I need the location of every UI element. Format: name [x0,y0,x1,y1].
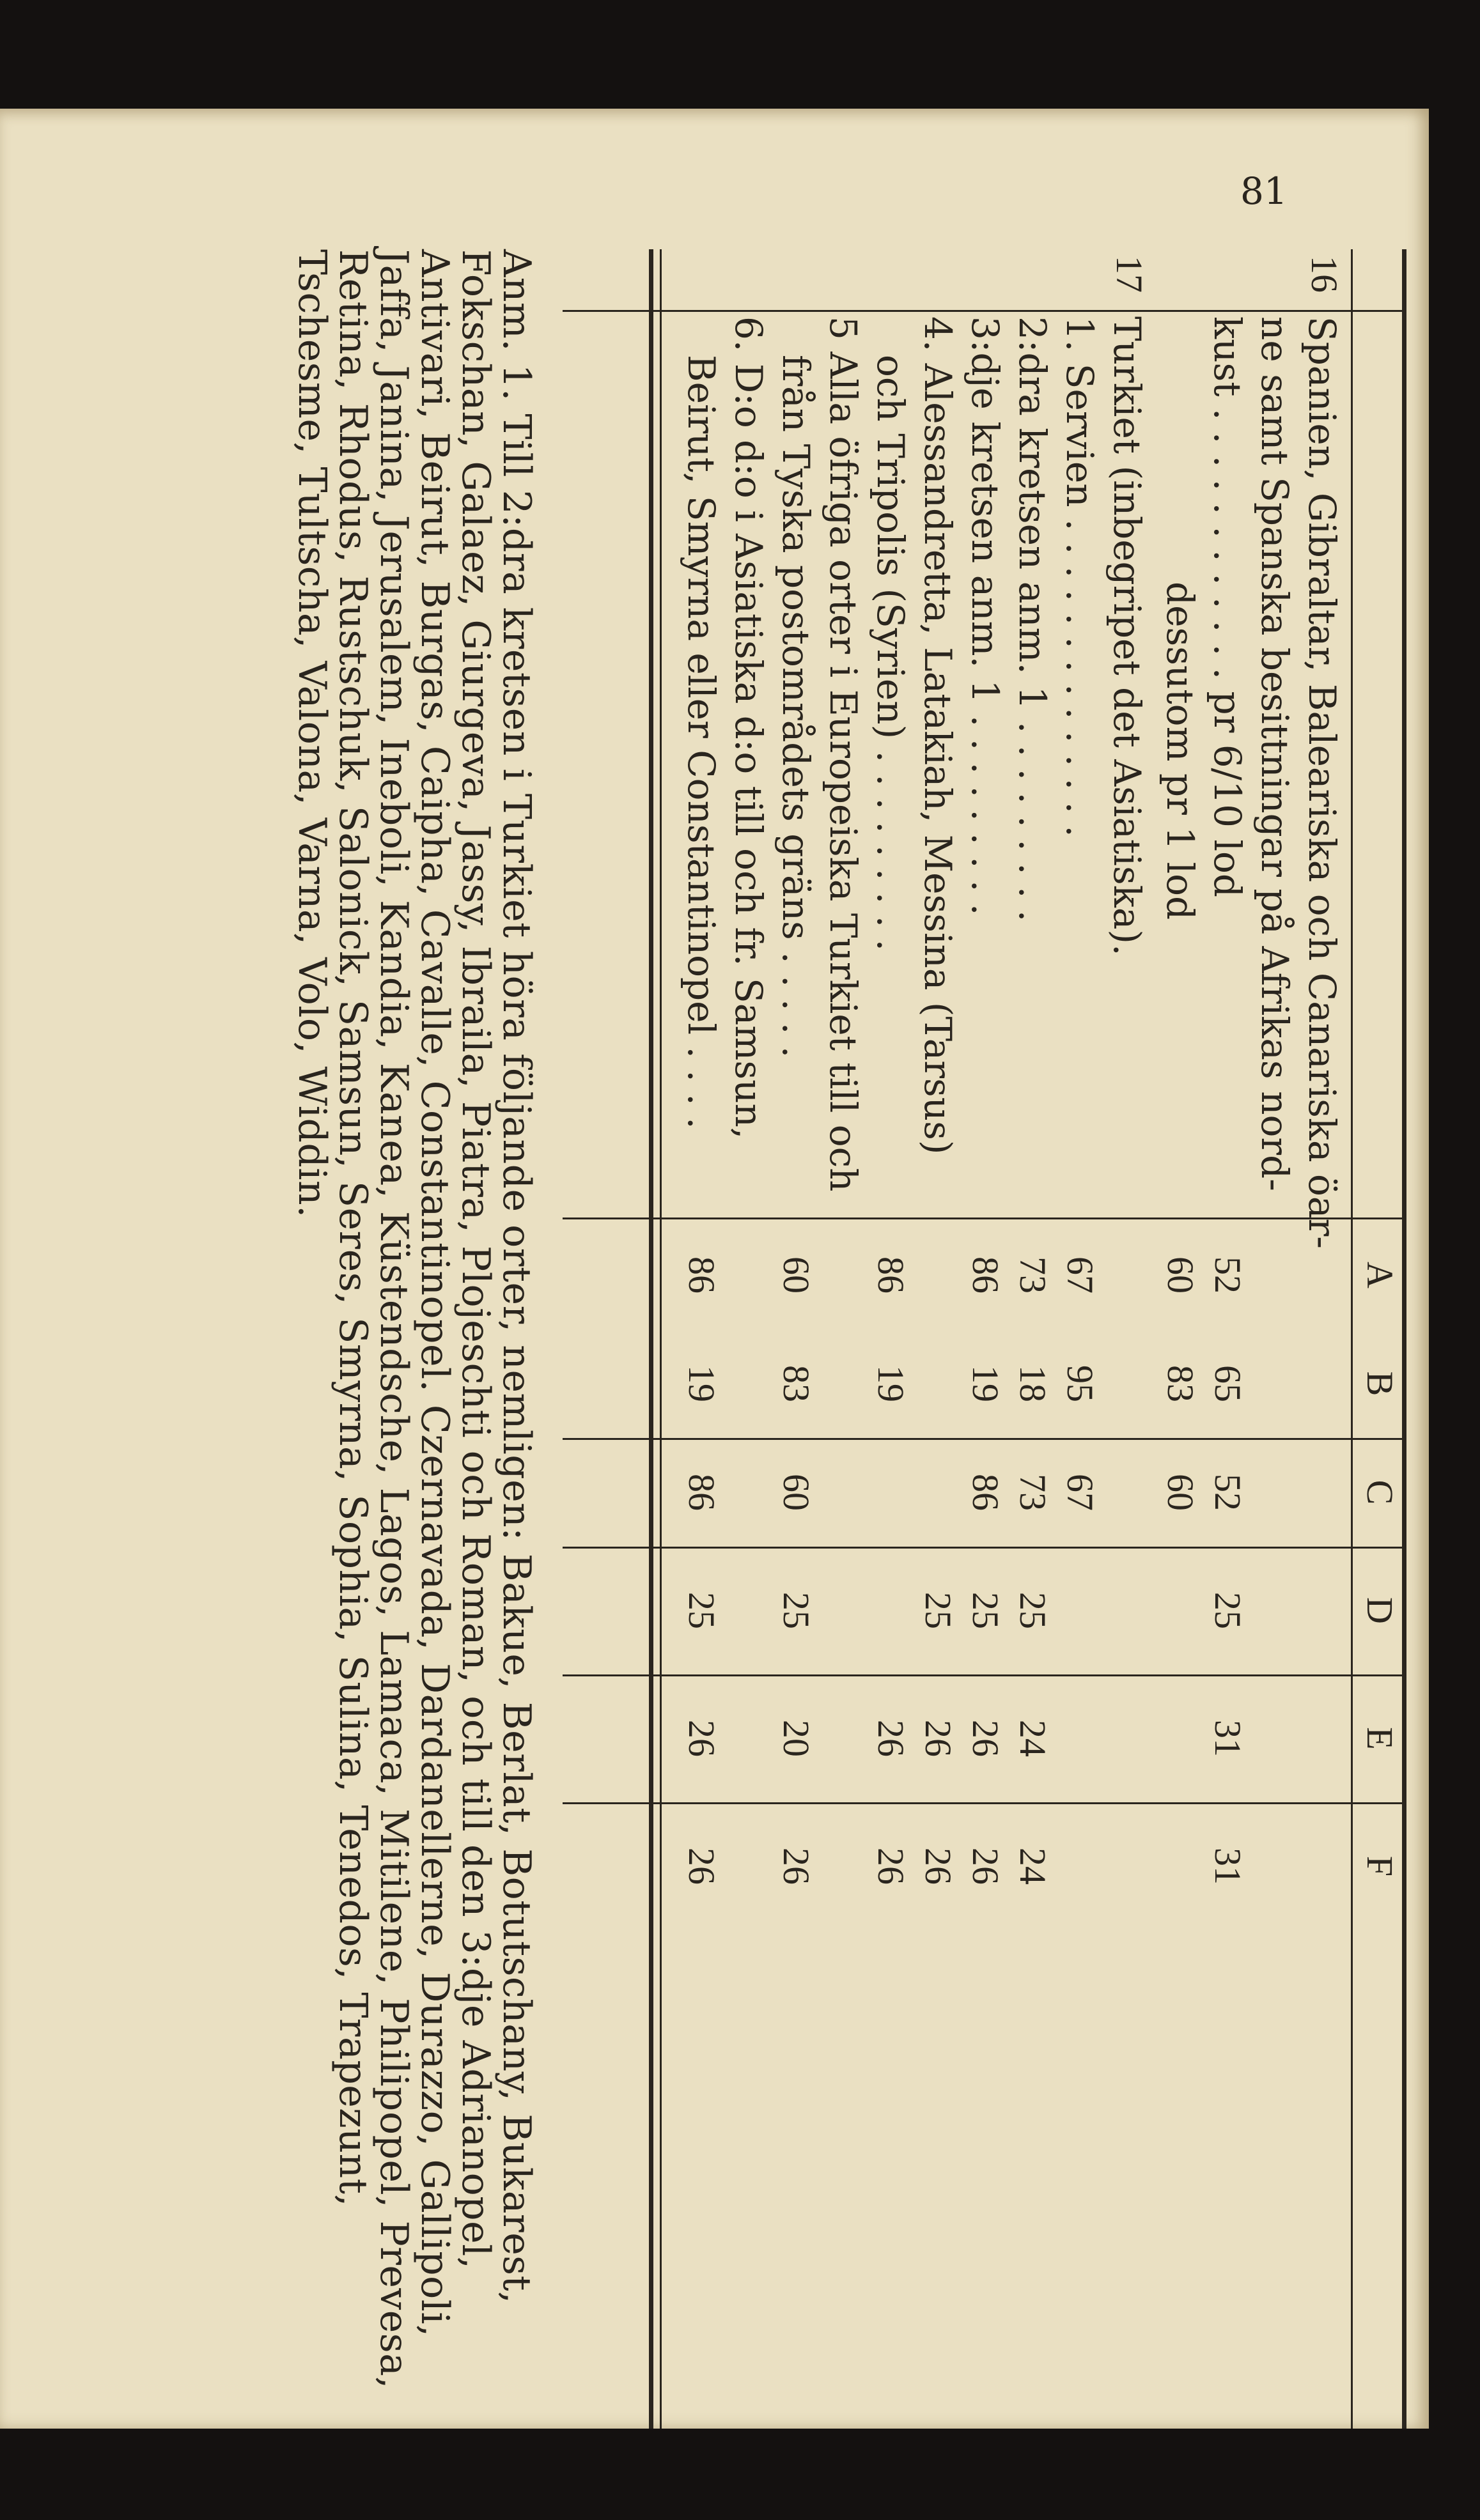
cell-b: 18 [1012,1365,1054,1402]
cell-c: 73 [1012,1474,1054,1511]
cell-d: 25 [917,1592,959,1629]
row-text-line: ne samt Spanska besittningar på Afrikas nord- [1253,316,1297,1191]
cell-e: 24 [1012,1720,1054,1757]
header-rule [1351,249,1353,2429]
cell-b: 83 [775,1365,817,1402]
row-text-line: 3:dje kretsen anm. 1 . . . . . . . . . [963,316,1007,916]
row-text-line: Beirut, Smyrna eller Constantinopel . . . . [680,355,723,1129]
cell-e: 31 [1207,1720,1249,1757]
table-top-rule [1402,249,1406,2429]
cell-d: 25 [775,1592,817,1629]
cell-d: 25 [1012,1592,1054,1629]
cell-d: 25 [681,1592,722,1629]
cell-f: 26 [681,1848,722,1885]
cell-a: 52 [1207,1256,1249,1294]
cell-d: 25 [965,1592,1006,1629]
cell-b: 19 [681,1365,722,1402]
row-text-line: och Tripolis (Syrien) . . . . . . . . . [869,355,912,952]
cell-f: 26 [775,1848,817,1885]
col-header-d: D [1359,1597,1401,1624]
cell-b: 95 [1059,1365,1101,1402]
row-text-line: från Tyska postområdets gräns . . . . . [774,355,818,1058]
cell-b: 19 [870,1365,912,1402]
cell-e: 26 [965,1720,1006,1757]
cell-c: 86 [681,1474,722,1511]
cell-c: 67 [1059,1474,1101,1511]
cell-e: 26 [917,1720,959,1757]
row-text-line: dessutom pr 1 lod [1158,582,1202,920]
footnote: Anm. 1. Till 2:dra kretsen i Turkiet höra följande orter, nemligen: Bakue, Berlat, Botutschany, Bukarest, Fokschan, Galaez, Giurgeva, Jassy, Ibraila, Piatra, Plojeschti och Roman, och till den 3:dje Adrianopel, Antivari, Beirut, Burgas, Caipha, Cavalle, Constantinopel. Czernavada, Dardanellerne, Durazzo, Gallipoli, Jaffa, Janina, Jerusalem, Ineboli, Kandia, Kanea, Küstendsche, Lagos, Lamaca, Mitilene, Philipopel, Prevesa, Retina, Rhodus, Rustschuk, Salonick, Samsun, Seres, Smyrna, Sophia, Sulina, Tenedos, Trapezunt, Tschesme, Tultscha, Valona, Varna, Volo, Widdin. [290,249,539,2389]
cell-e: 26 [870,1720,912,1757]
cell-a: 86 [965,1256,1006,1294]
cell-a: 60 [1160,1256,1201,1294]
row-text-line: kust . . . . . . . . . . . . pr 6/10 lod [1206,316,1249,898]
row-text-line: 5 Alla öfriga orter i Europeiska Turkiet till och [822,316,865,1192]
col-header-e: E [1359,1727,1401,1750]
cell-f: 26 [965,1848,1006,1885]
row-text-line: Spanien, Gibraltar, Baleariska och Canariska öar- [1300,316,1344,1249]
cell-b: 83 [1160,1365,1201,1402]
table-row-17 [665,249,1151,2429]
cell-a: 60 [775,1256,817,1294]
table-bottom-rule-thin [660,249,662,2429]
book-page [0,109,1429,2429]
cell-c: 60 [1160,1474,1201,1511]
col-header-b: B [1359,1371,1401,1396]
row-text-line: 1. Servien . . . . . . . . . . . . . . [1058,316,1102,837]
cell-d: 25 [1207,1592,1249,1629]
row-number: 16 [1304,256,1345,293]
cell-a: 67 [1059,1256,1101,1294]
cell-f: 24 [1012,1848,1054,1885]
row-text-line: 4. Alessandretta, Latakiah, Messina (Tarsus) [916,316,960,1155]
col-header-f: F [1359,1855,1401,1877]
cell-f: 26 [870,1848,912,1885]
cell-f: 26 [917,1848,959,1885]
cell-c: 60 [775,1474,817,1511]
table-bottom-rule [649,249,653,2429]
rotated-content [141,249,1406,2429]
cell-e: 20 [775,1720,817,1757]
row-number: 17 [1109,256,1150,293]
col-header-a: A [1359,1262,1401,1288]
cell-a: 86 [870,1256,912,1294]
row-text-line: Turkiet (inbegripet det Asiatiska). [1105,316,1149,956]
cell-a: 86 [681,1256,722,1294]
cell-a: 73 [1012,1256,1054,1294]
row-text-line: 6. D:o d:o i Asiatiska d:o till och fr. Samsun, [727,316,770,1140]
cell-f: 31 [1207,1848,1249,1885]
cell-b: 19 [965,1365,1006,1402]
cell-c: 52 [1207,1474,1249,1511]
page-number: 81 [1240,169,1288,213]
row-text-line: 2:dra kretsen anm. 1 . . . . . . . . . [1011,316,1054,922]
cell-e: 26 [681,1720,722,1757]
table-row-16 [1154,249,1346,2429]
cell-c: 86 [965,1474,1006,1511]
cell-b: 65 [1207,1365,1249,1402]
col-header-c: C [1359,1480,1401,1505]
